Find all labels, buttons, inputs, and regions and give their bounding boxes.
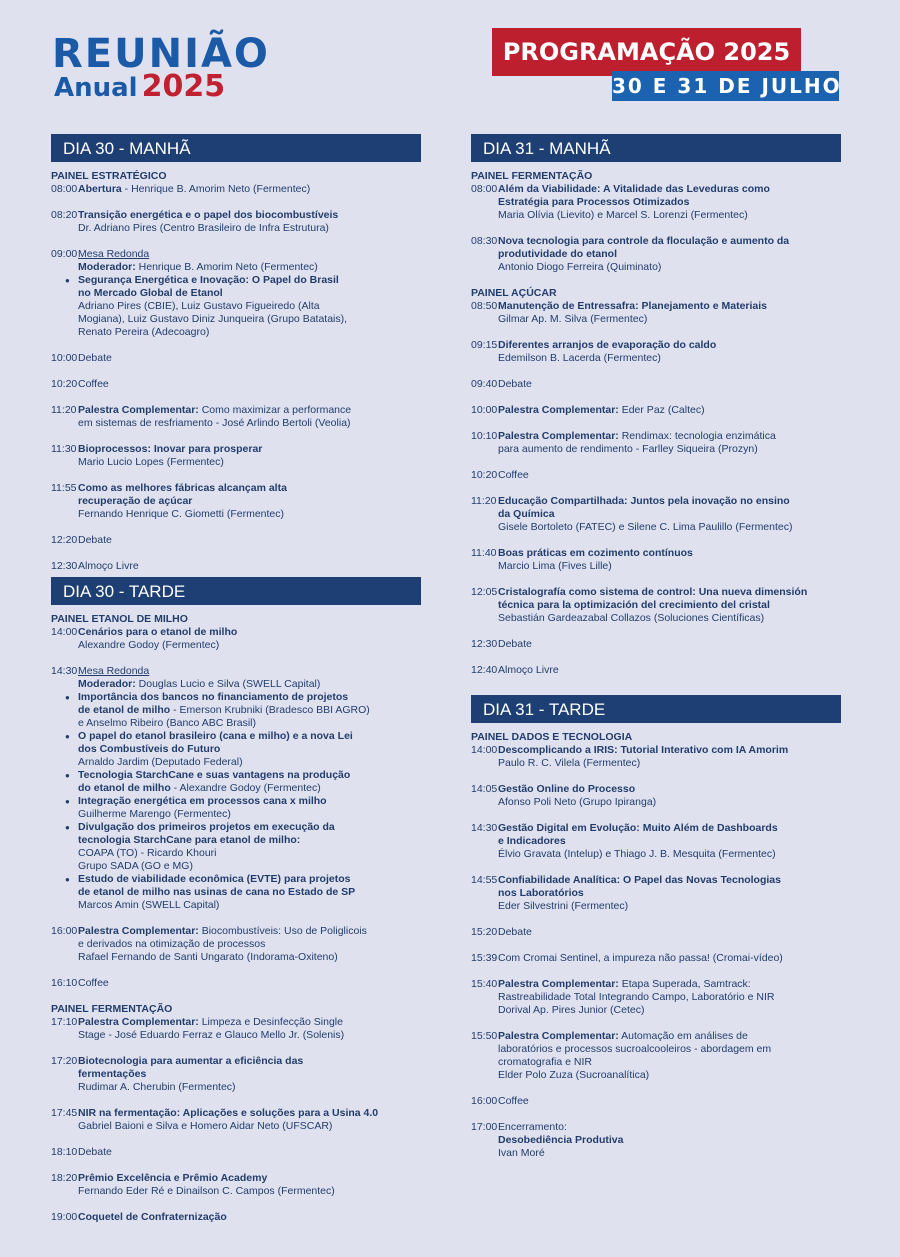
agenda-item: 08:20 Transição energética e o papel dos biocombustíveis Dr. Adriano Pires (Centro Brasileiro de Infra Estrutura) bbox=[51, 209, 339, 234]
agenda-item: 12:05 Cristalografía como sistema de control: Una nueva dimensión técnica para la optimización del crecimiento del cristal Sebastián Gardeazabal Collazos (Soluciones Científicas) bbox=[471, 586, 808, 624]
day-30-column bbox=[51, 134, 421, 1237]
agenda-item: 17:10 Palestra Complementar: Limpeza e Desinfecção Single Stage - José Eduardo Ferraz e Glauco Mello Jr. (Solenis) bbox=[51, 1016, 345, 1041]
agenda-item: 18:10 Debate bbox=[51, 1146, 112, 1158]
agenda-item: 11:40 Boas práticas em cozimento contínuos Marcio Lima (Fives Lille) bbox=[471, 547, 693, 572]
agenda-item: 16:00 Palestra Complementar: Biocombustíveis: Uso de Poliglicois e derivados na otimização de processos Rafael Fernando de Santi Ungarato (Indorama-Oxiteno) bbox=[51, 925, 367, 963]
panel-title: PAINEL FERMENTAÇÃO bbox=[51, 1003, 173, 1015]
panel-title: PAINEL FERMENTAÇÃO bbox=[471, 170, 593, 182]
agenda-item: 08:00 Além da Viabilidade: A Vitalidade das Leveduras como Estratégia para Processos Otimizados Maria Olívia (Lievito) e Marcel S. Lorenzi (Fermentec) bbox=[471, 183, 770, 221]
agenda-item: 14:00 Cenários para o etanol de milho Alexandre Godoy (Fermentec) bbox=[51, 626, 238, 651]
agenda-item: 19:00 Coquetel de Confraternização bbox=[51, 1211, 227, 1223]
agenda-item: 09:15 Diferentes arranjos de evaporação do caldo Edemilson B. Lacerda (Fermentec) bbox=[471, 339, 717, 364]
agenda-item: 15:39 Com Cromai Sentinel, a impureza não passa! (Cromai-vídeo) bbox=[471, 952, 783, 964]
logo-subtitle: Anual bbox=[54, 73, 138, 103]
program-title: PROGRAMAÇÃO 2025 bbox=[492, 28, 801, 76]
agenda-item: 11:55 Como as melhores fábricas alcançam alta recuperação de açúcar Fernando Henrique C. Giometti (Fermentec) bbox=[51, 482, 287, 520]
agenda-item: 17:00 Encerramento: Desobediência Produtiva Ivan Moré bbox=[471, 1121, 624, 1159]
agenda-item: 18:20 Prêmio Excelência e Prêmio Academy Fernando Eder Ré e Dinailson C. Campos (Fermentec) bbox=[51, 1172, 335, 1197]
logo-year: 2025 bbox=[141, 69, 226, 104]
event-logo bbox=[52, 31, 270, 109]
agenda-item: 10:10 Palestra Complementar: Rendimax: tecnologia enzimática para aumento de rendimento - Farlley Siqueira (Prozyn) bbox=[471, 430, 776, 455]
agenda-item: 08:00 Abertura - Henrique B. Amorim Neto (Fermentec) bbox=[51, 183, 311, 195]
agenda-item: 12:40 Almoço Livre bbox=[471, 664, 559, 676]
agenda-item: 10:20 Coffee bbox=[51, 378, 109, 390]
agenda-item: 08:50 Manutenção de Entressafra: Planejamento e Materiais Gilmar Ap. M. Silva (Fermentec) bbox=[471, 300, 768, 325]
agenda-item: 17:20 Biotecnologia para aumentar a eficiência das fermentações Rudimar A. Cherubin (Fermentec) bbox=[51, 1055, 304, 1093]
agenda-item: 14:00 Descomplicando a IRIS: Tutorial Interativo com IA Amorim Paulo R. C. Vilela (Fermentec) bbox=[471, 744, 789, 769]
agenda-item: 10:20 Coffee bbox=[471, 469, 529, 481]
panel-title: PAINEL DADOS E TECNOLOGIA bbox=[471, 731, 633, 743]
agenda-item: 14:05 Gestão Online do Processo Afonso Poli Neto (Grupo Ipiranga) bbox=[471, 783, 657, 808]
agenda-item: 11:20 Educação Compartilhada: Juntos pela inovação no ensino da Química Gisele Bortoleto (FATEC) e Silene C. Lima Paulillo (Fermentec) bbox=[471, 495, 793, 533]
agenda-item: 17:45 NIR na fermentação: Aplicações e soluções para a Usina 4.0 Gabriel Baioni e Silva e Homero Aidar Neto (UFSCAR) bbox=[51, 1107, 379, 1132]
panel-title: PAINEL ESTRATÉGICO bbox=[51, 170, 167, 182]
panel-title: PAINEL ETANOL DE MILHO bbox=[51, 613, 188, 625]
event-dates: 30 E 31 DE JULHO bbox=[612, 71, 839, 101]
agenda-item: 12:30 Almoço Livre bbox=[51, 560, 139, 572]
agenda-item: 14:55 Confiabilidade Analítica: O Papel das Novas Tecnologias nos Laboratórios Eder Silvestrini (Fermentec) bbox=[471, 874, 781, 912]
agenda-item: 15:40 Palestra Complementar: Etapa Superada, Samtrack: Rastreabilidade Total Integrando Campo, Laboratório e NIR Dorival Ap. Pires Junior (Cetec) bbox=[471, 978, 775, 1016]
agenda-item: 12:20 Debate bbox=[51, 534, 112, 546]
agenda-item: 10:00 Palestra Complementar: Eder Paz (Caltec) bbox=[471, 404, 705, 416]
agenda-item: 14:30 Gestão Digital em Evolução: Muito Além de Dashboards e Indicadores Élvio Gravata (Intelup) e Thiago J. B. Mesquita (Fermentec) bbox=[471, 822, 778, 860]
agenda-item: 08:30 Nova tecnologia para controle da floculação e aumento da produtividade do etanol Antonio Diogo Ferreira (Quiminato) bbox=[471, 235, 790, 273]
agenda-item: 16:00 Coffee bbox=[471, 1095, 529, 1107]
agenda-item: 12:30 Debate bbox=[471, 638, 532, 650]
agenda-item: 09:00 Mesa Redonda Moderador: Henrique B. Amorim Neto (Fermentec) ● Segurança Energética e Inovação: O Papel do Brasil no Mercado Global de Etanol Adriano Pires (CBIE), Luiz Gustavo Figueiredo (Alta Mogiana), Luiz Gustavo Diniz Junqueira (Grupo Batatais), Renato Pereira (Adecoagro) bbox=[51, 248, 421, 339]
agenda-item: 10:00 Debate bbox=[51, 352, 112, 364]
agenda-item: 09:40 Debate bbox=[471, 378, 532, 390]
logo-title: REUNIÃO bbox=[52, 31, 270, 77]
agenda-item: 16:10 Coffee bbox=[51, 977, 109, 989]
agenda-item: 11:20 Palestra Complementar: Como maximizar a performance em sistemas de resfriamento - José Arlindo Bertoli (Veolia) bbox=[51, 404, 352, 429]
agenda-item: 14:30 Mesa Redonda Moderador: Douglas Lucio e Silva (SWELL Capital) ● Importância dos bancos no financiamento de projetos de etanol de milho - Emerson Krubniki (Bradesco BBI AGRO) e Anselmo Ribeiro (Banco ABC Brasil) ● O papel do etanol brasileiro (cana e milho) e a nova Lei dos Combustíveis do Futuro Arnaldo Jardim (Deputado Federal) ● Tecnologia StarchCane e suas vantagens na produção do etanol de milho - Alexandre Godoy (Fermentec) ● Integração energética em processos cana x milho Guilherme Marengo (Fermentec) ● Divulgação dos primeiros projetos em execução da tecnologia StarchCane para etanol de milho: COAPA (TO) - Ricardo Khouri Grupo SADA (GO e MG) ● Estudo de viabilidade econômica (EVTE) para projetos de etanol de milho nas usinas de cana no Estado de SP Marcos Amin (SWELL Capital) bbox=[51, 665, 421, 912]
day-header: DIA 30 - TARDE bbox=[51, 577, 421, 605]
agenda-item: 11:30 Bioprocessos: Inovar para prosperar Mario Lucio Lopes (Fermentec) bbox=[51, 443, 263, 468]
day-31-column bbox=[471, 134, 841, 1173]
panel-title: PAINEL AÇÚCAR bbox=[471, 287, 557, 299]
day-header: DIA 31 - MANHÃ bbox=[471, 134, 841, 162]
day-header: DIA 31 - TARDE bbox=[471, 695, 841, 723]
agenda-item: 15:50 Palestra Complementar: Automação em análises de laboratórios e processos sucroalcooleiros - abordagem em cromatografia e NIR Elder Polo Zuza (Sucroanalítica) bbox=[471, 1030, 772, 1081]
day-header: DIA 30 - MANHÃ bbox=[51, 134, 421, 162]
agenda-item: 15:20 Debate bbox=[471, 926, 532, 938]
